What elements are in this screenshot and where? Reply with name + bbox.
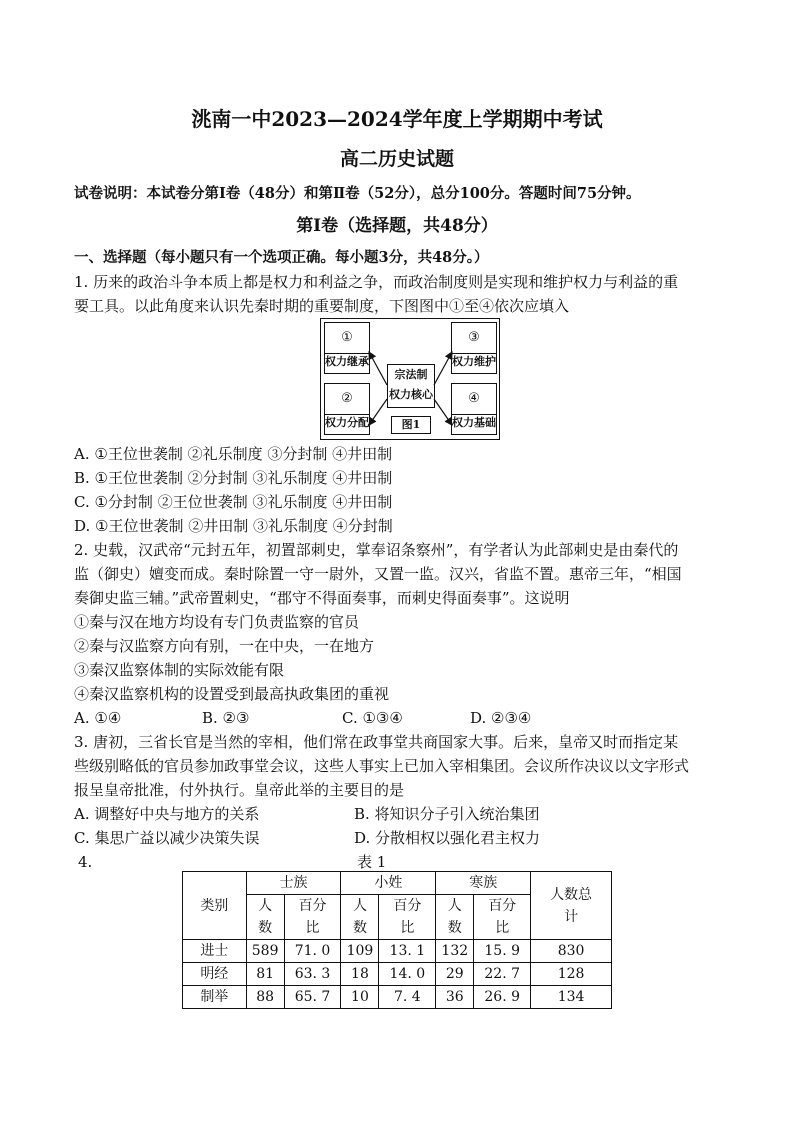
q4-table bbox=[182, 871, 612, 1009]
diagram-box-2 bbox=[324, 383, 370, 435]
header-group-1: 士族 bbox=[246, 872, 341, 895]
cell-value: 88 bbox=[246, 986, 284, 1009]
part-title: 第Ⅰ卷（选择题，共48分） bbox=[296, 216, 498, 236]
subheader-count: 人数 bbox=[246, 895, 284, 940]
cell-value: 29 bbox=[436, 963, 474, 986]
header-group-2: 小姓 bbox=[341, 872, 436, 895]
cell-value: 71. 0 bbox=[284, 940, 341, 963]
q4-number: 4. bbox=[78, 853, 93, 871]
box2-number: ② bbox=[341, 391, 353, 406]
cell-category: 明经 bbox=[183, 963, 247, 986]
q2-option-c[interactable]: C. ①③④ bbox=[342, 709, 403, 727]
q2-statement-1: ①秦与汉在地方均设有专门负责监察的官员 bbox=[74, 613, 360, 631]
cell-value: 13. 1 bbox=[379, 940, 436, 963]
q2-option-b[interactable]: B. ②③ bbox=[202, 709, 250, 727]
diagram-center-box bbox=[387, 364, 435, 408]
q2-option-d[interactable]: D. ②③④ bbox=[470, 709, 532, 727]
table-header-row bbox=[183, 872, 612, 895]
q1-option-c[interactable]: C. ①分封制 ②王位世袭制 ③礼乐制度 ④井田制 bbox=[74, 493, 393, 511]
box1-label: 权力继承 bbox=[325, 355, 369, 368]
cell-value: 109 bbox=[341, 940, 379, 963]
cell-category: 制举 bbox=[183, 986, 247, 1009]
table-row bbox=[183, 940, 612, 963]
q3-option-b[interactable]: B. 将知识分子引入统治集团 bbox=[354, 805, 540, 823]
box2-label: 权力分配 bbox=[325, 416, 369, 429]
cell-value: 15. 9 bbox=[474, 940, 531, 963]
box4-label: 权力基础 bbox=[452, 416, 496, 429]
q4-table-caption: 表 1 bbox=[357, 853, 387, 871]
q3-stem-line2: 些级别略低的官员参加政事堂会议，这些人事实上已加入宰相集团。会议所作决议以文字形式 bbox=[74, 757, 690, 775]
exam-instructions: 试卷说明：本试卷分第Ⅰ卷（48分）和第Ⅱ卷（52分），总分100分。答题时间75分钟。 bbox=[74, 185, 641, 202]
table-row bbox=[183, 963, 612, 986]
subheader-pct: 百分比 bbox=[379, 895, 436, 940]
cell-value: 18 bbox=[341, 963, 379, 986]
box3-label: 权力维护 bbox=[452, 355, 496, 368]
q2-stem-line2: 监（御史）嬗变而成。秦时除置一守一尉外，又置一监。汉兴，省监不置。惠帝三年，“相国 bbox=[74, 565, 682, 583]
diagram-box-4 bbox=[451, 383, 497, 435]
q2-stem-line1: 2. 史载，汉武帝“元封五年，初置部刺史，掌奉诏条察州”，有学者认为此部刺史是由秦代的 bbox=[74, 541, 679, 559]
center-label-2: 权力核心 bbox=[389, 388, 433, 401]
cell-value: 7. 4 bbox=[379, 986, 436, 1009]
diagram-box-1 bbox=[324, 322, 370, 374]
q2-stem-line3: 奏御史监三辅。”武帝置刺史，“郡守不得面奏事，而刺史得面奏事”。这说明 bbox=[74, 589, 570, 607]
section-title: 一、选择题（每小题只有一个选项正确。每小题3分，共48分。） bbox=[74, 249, 489, 266]
q1-option-a[interactable]: A. ①王位世袭制 ②礼乐制度 ③分封制 ④井田制 bbox=[74, 445, 393, 463]
q2-option-a[interactable]: A. ①④ bbox=[74, 709, 122, 727]
subheader-pct: 百分比 bbox=[474, 895, 531, 940]
diagram-caption: 图1 bbox=[391, 416, 431, 434]
cell-value: 14. 0 bbox=[379, 963, 436, 986]
cell-value: 26. 9 bbox=[474, 986, 531, 1009]
box1-number: ① bbox=[341, 330, 353, 345]
diagram-box-3 bbox=[451, 322, 497, 374]
cell-value: 132 bbox=[436, 940, 474, 963]
exam-subtitle: 高二历史试题 bbox=[339, 148, 454, 170]
q1-option-b[interactable]: B. ①王位世袭制 ②分封制 ③礼乐制度 ④井田制 bbox=[74, 469, 393, 487]
cell-total: 128 bbox=[531, 963, 612, 986]
cell-value: 22. 7 bbox=[474, 963, 531, 986]
header-group-3: 寒族 bbox=[436, 872, 531, 895]
q2-statement-4: ④秦汉监察机构的设置受到最高执政集团的重视 bbox=[74, 685, 390, 703]
header-category: 类别 bbox=[183, 872, 247, 940]
exam-title: 洮南一中2023—2024学年度上学期期中考试 bbox=[191, 107, 603, 131]
subheader-count: 人数 bbox=[436, 895, 474, 940]
cell-value: 10 bbox=[341, 986, 379, 1009]
q3-option-c[interactable]: C. 集思广益以减少决策失误 bbox=[74, 829, 260, 847]
cell-value: 65. 7 bbox=[284, 986, 341, 1009]
table-row bbox=[183, 986, 612, 1009]
q1-stem-line1: 1. 历来的政治斗争本质上都是权力和利益之争，而政治制度则是实现和维护权力与利益的重 bbox=[74, 273, 679, 291]
q2-statement-3: ③秦汉监察体制的实际效能有限 bbox=[74, 661, 285, 679]
box4-number: ④ bbox=[468, 391, 480, 406]
cell-value: 589 bbox=[246, 940, 284, 963]
q3-option-a[interactable]: A. 调整好中央与地方的关系 bbox=[74, 805, 260, 823]
q1-stem-line2: 要工具。以此角度来认识先秦时期的重要制度，下图图中①至④依次应填入 bbox=[74, 297, 570, 315]
q1-option-d[interactable]: D. ①王位世袭制 ②井田制 ③礼乐制度 ④分封制 bbox=[74, 517, 393, 535]
q3-stem-line1: 3. 唐初，三省长官是当然的宰相，他们常在政事堂共商国家大事。后来，皇帝又时而指定某 bbox=[74, 733, 679, 751]
cell-value: 81 bbox=[246, 963, 284, 986]
cell-value: 36 bbox=[436, 986, 474, 1009]
q2-statement-2: ②秦与汉监察方向有别，一在中央，一在地方 bbox=[74, 637, 375, 655]
cell-value: 63. 3 bbox=[284, 963, 341, 986]
cell-total: 134 bbox=[531, 986, 612, 1009]
subheader-count: 人数 bbox=[341, 895, 379, 940]
q3-stem-line3: 报呈皇帝批准，付外执行。皇帝此举的主要目的是 bbox=[74, 781, 405, 799]
q1-diagram bbox=[320, 318, 500, 440]
q3-option-d[interactable]: D. 分散相权以强化君主权力 bbox=[354, 829, 541, 847]
box3-number: ③ bbox=[468, 330, 480, 345]
center-label-1: 宗法制 bbox=[394, 368, 428, 381]
cell-total: 830 bbox=[531, 940, 612, 963]
subheader-pct: 百分比 bbox=[284, 895, 341, 940]
cell-category: 进士 bbox=[183, 940, 247, 963]
header-total: 人数总计 bbox=[531, 872, 612, 940]
